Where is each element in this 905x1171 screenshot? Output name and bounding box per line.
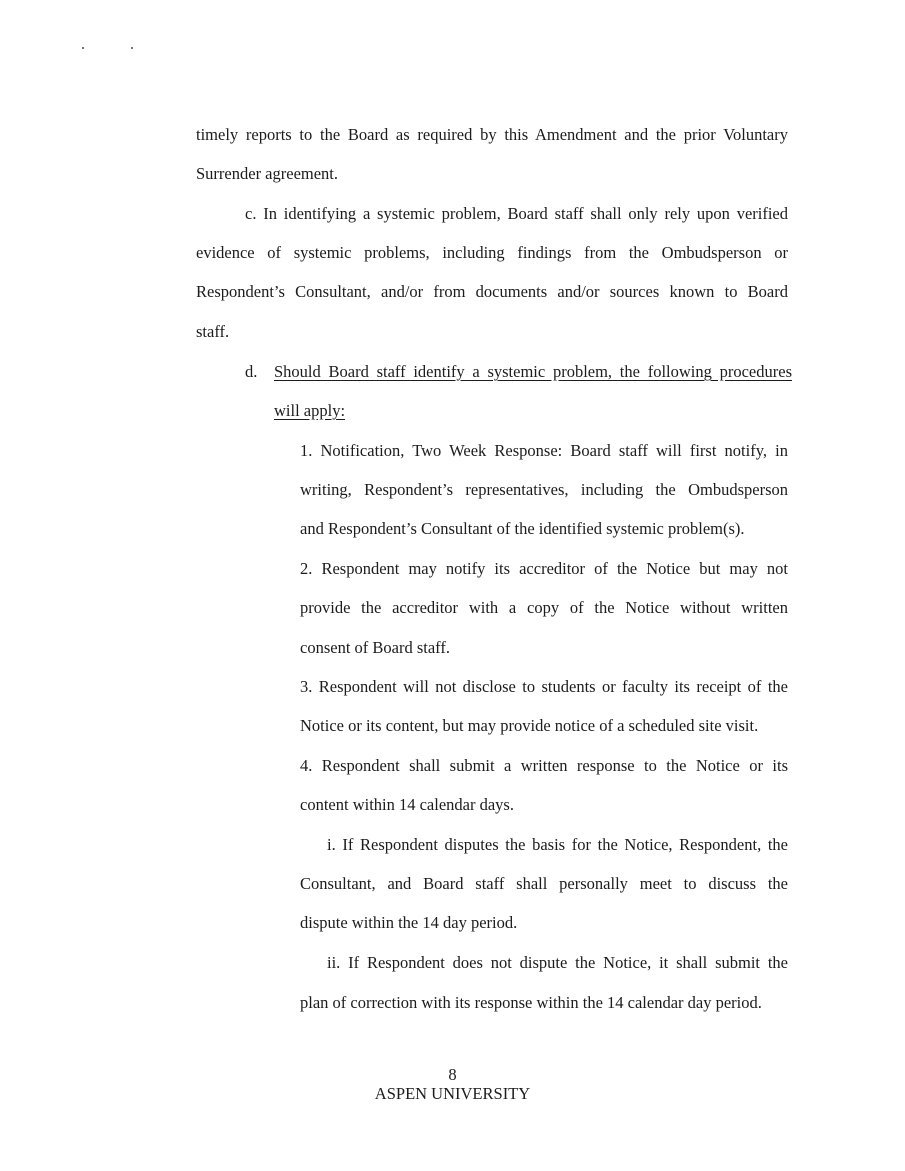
item-4-ii-line-2: plan of correction with its response within the 14 calendar day period. (300, 993, 762, 1012)
item-4-ii-line-1: ii. If Respondent does not dispute the Notice, it shall submit the (327, 953, 788, 972)
item-3-line-2: Notice or its content, but may provide notice of a scheduled site visit. (300, 716, 759, 735)
page-number: 8 (448, 1065, 457, 1084)
item-2-line-3: consent of Board staff. (300, 638, 450, 657)
item-1-line-2: writing, Respondent’s representatives, including the Ombudsperson (300, 480, 788, 499)
item-4-line-1: 4. Respondent shall submit a written response to the Notice or its (300, 756, 788, 775)
footer-institution: ASPEN UNIVERSITY (374, 1084, 531, 1103)
item-2-line-2: provide the accreditor with a copy of the Notice without written (300, 598, 788, 617)
item-4-i-line-3: dispute within the 14 day period. (300, 913, 518, 932)
para-b-line-1: timely reports to the Board as required by this Amendment and the prior Voluntary (196, 125, 788, 144)
item-4-i-line-1: i. If Respondent disputes the basis for the Notice, Respondent, the (327, 835, 788, 854)
para-d-heading-line-1: Should Board staff identify a systemic problem, the following procedures (274, 362, 792, 381)
scan-speck (131, 47, 133, 49)
para-d-marker: d. (245, 362, 258, 381)
item-2-line-1: 2. Respondent may notify its accreditor of the Notice but may not (300, 559, 788, 578)
para-c-line-3: Respondent’s Consultant, and/or from documents and/or sources known to Board (196, 282, 788, 301)
para-c-line-4: staff. (196, 322, 230, 341)
item-4-line-2: content within 14 calendar days. (300, 795, 514, 814)
para-c-line-2: evidence of systemic problems, including findings from the Ombudsperson or (196, 243, 788, 262)
item-4-i-line-2: Consultant, and Board staff shall personally meet to discuss the (300, 874, 788, 893)
para-d-heading-line-2: will apply: (274, 401, 346, 420)
item-1-line-3: and Respondent’s Consultant of the identified systemic problem(s). (300, 519, 745, 538)
para-b-line-2: Surrender agreement. (196, 164, 339, 183)
item-1-line-1: 1. Notification, Two Week Response: Board staff will first notify, in (300, 441, 788, 460)
para-c-line-1: c. In identifying a systemic problem, Board staff shall only rely upon verified (245, 204, 788, 223)
item-3-line-1: 3. Respondent will not disclose to students or faculty its receipt of the (300, 677, 788, 696)
scan-speck (82, 47, 84, 49)
